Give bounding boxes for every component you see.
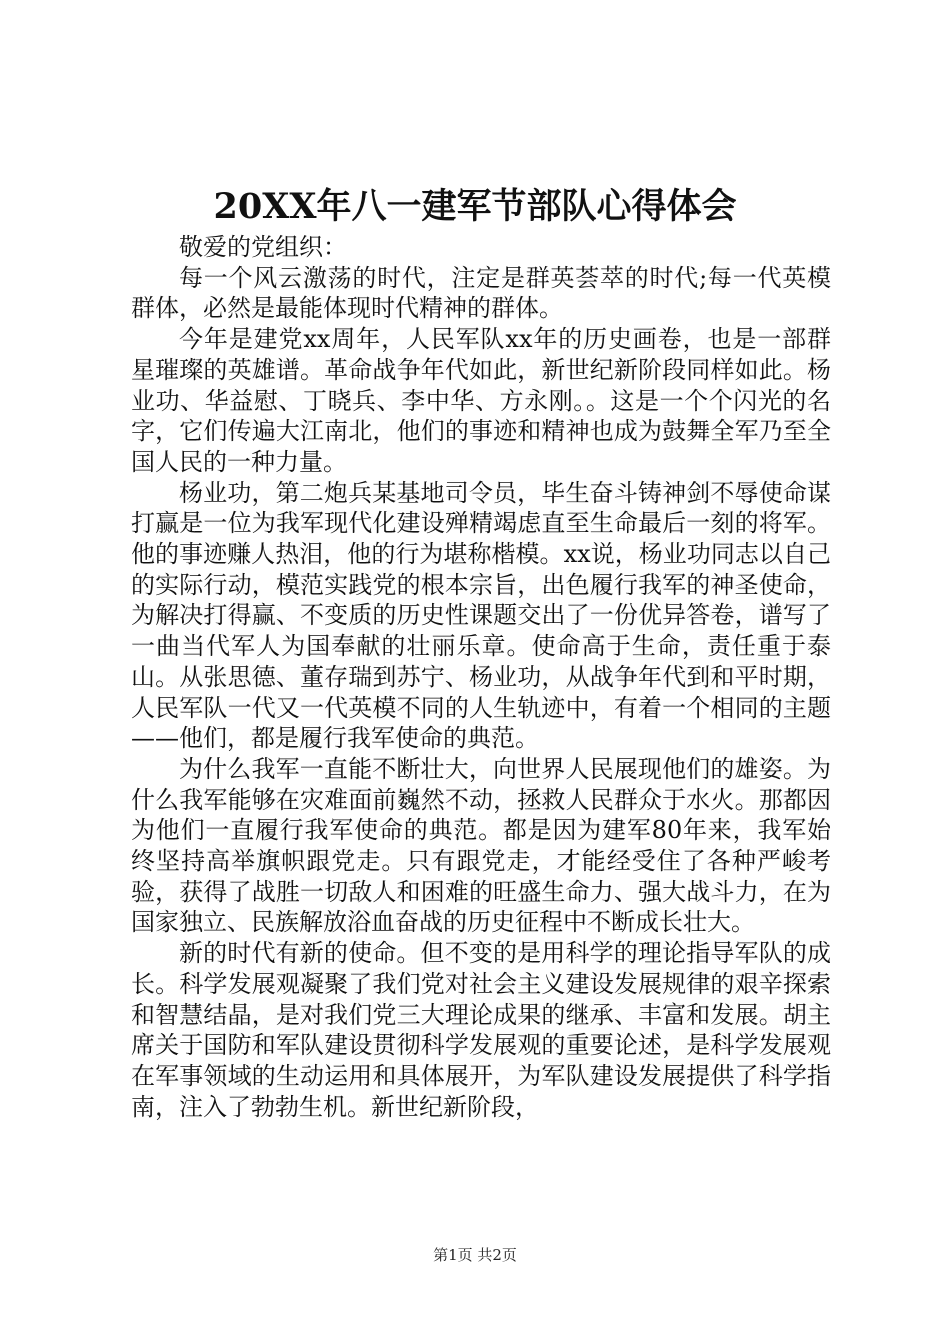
body-paragraph: 为什么我军一直能不断壮大，向世界人民展现他们的雄姿。为什么我军能够在灾难面前巍然不动，拯救人民群众于水火。那都因为他们一直履行我军使命的典范。都是因为建军80年来，我军始终坚持高举旗帜跟党走。只有跟党走，才能经受住了各种严峻考验，获得了战胜一切敌人和困难的旺盛生命力、强大战斗力，在为国家独立、民族解放浴血奋战的历史征程中不断成长壮大。 bbox=[131, 754, 831, 937]
body-paragraph: 杨业功，第二炮兵某基地司令员，毕生奋斗铸神剑不辱使命谋打赢是一位为我军现代化建设殚精竭虑直至生命最后一刻的将军。他的事迹赚人热泪，他的行为堪称楷模。xx说，杨业功同志以自己的实际行动，模范实践党的根本宗旨，出色履行我军的神圣使命，为解决打得赢、不变质的历史性课题交出了一份优异答卷，谱写了一曲当代军人为国奉献的壮丽乐章。使命高于生命，责任重于泰山。从张思德、董存瑞到苏宁、杨业功，从战争年代到和平时期，人民军队一代又一代英模不同的人生轨迹中，有着一个相同的主题——他们，都是履行我军使命的典范。 bbox=[131, 478, 831, 753]
body-paragraph: 每一个风云激荡的时代，注定是群英荟萃的时代;每一代英模群体，必然是最能体现时代精神的群体。 bbox=[131, 263, 831, 323]
document-title: 20XX年八一建军节部队心得体会 bbox=[213, 186, 737, 227]
page-footer: 第1页 共2页 bbox=[433, 1246, 517, 1264]
body-paragraph: 今年是建党xx周年，人民军队xx年的历史画卷，也是一部群星璀璨的英雄谱。革命战争年代如此，新世纪新阶段同样如此。杨业功、华益慰、丁晓兵、李中华、方永刚。。这是一个个闪光的名字，它们传遍大江南北，他们的事迹和精神也成为鼓舞全军乃至全国人民的一种力量。 bbox=[131, 325, 831, 476]
salutation-paragraph: 敬爱的党组织： bbox=[179, 233, 347, 261]
body-paragraph: 新的时代有新的使命。但不变的是用科学的理论指导军队的成长。科学发展观凝聚了我们党对社会主义建设发展规律的艰辛探索和智慧结晶，是对我们党三大理论成果的继承、丰富和发展。胡主席关于国防和军队建设贯彻科学发展观的重要论述，是科学发展观在军事领域的生动运用和具体展开，为军队建设发展提供了科学指南，注入了勃勃生机。新世纪新阶段， bbox=[131, 939, 831, 1121]
document-body bbox=[131, 232, 831, 1122]
